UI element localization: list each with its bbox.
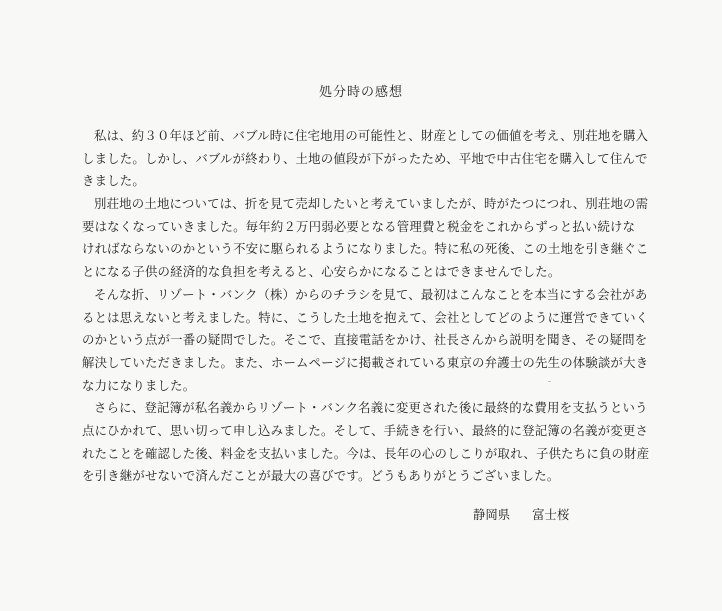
paragraph-3-line-4: 解決していただきました。また、ホームページに掲載されている東京の弁護士の先生の体験談が大き [82,354,649,370]
scan-speck [548,381,551,382]
letter-body [82,125,650,488]
paragraph-1-line-2: しました。しかし、バブルが終わり、土地の値段が下がったため、平地で中古住宅を購入して住んで [82,150,648,166]
paragraph-3-line-3: のかという点が一番の疑問でした。そこで、直接電話をかけ、社長さんから説明を聞き、その疑問を [82,332,648,348]
signature-prefecture: 静岡県 [473,507,511,522]
paragraph-4-line-3: れたことを確認した後、料金を支払いました。今は、長年の心のしこりが取れ、子供たちに負の財産 [82,445,650,461]
paragraph-3-line-5: な力になりました。 [82,377,196,393]
paragraph-3-line-1: そんな折、リゾート・バンク（株）からのチラシを見て、最初はこんなことを本当にする会社があ [94,286,648,302]
paragraph-1-line-1: 私は、約３０年ほど前、バブル時に住宅地用の可能性と、財産としての価値を考え、別荘地を購入 [94,128,649,143]
signature-block [473,506,569,524]
paragraph-2-line-1: 別荘地の土地については、折を見て売却したいと考えていましたが、時がたつにつれ、別荘地の需 [94,196,649,212]
page-title: 処分時の感想 [318,85,403,100]
paragraph-2-line-4: とになる子供の経済的な負担を考えると、心安らかになることはできませんでした。 [82,264,561,280]
paragraph-2-line-2: 要はなくなっていきました。毎年約２万円弱必要となる管理費と税金をこれからずっと払い続けな [82,218,636,234]
paragraph-2-line-3: ければならないのかという不安に駆られるようになりました。特に私の死後、この土地を引き継ぐこ [82,241,649,257]
paragraph-4-line-4: を引き継がせないで済んだことが最大の喜びです。どうもありがとうございました。 [82,468,560,484]
paragraph-4-line-1: さらに、登記簿が私名義からリゾート・バンク名義に変更された後に最終的な費用を支払うという [94,400,648,416]
paragraph-4-line-2: 点にひかれて、思い切って申し込みました。そして、手続きを行い、最終的に登記簿の名義が変更さ [82,422,649,438]
paragraph-1-line-3: きました。 [82,173,145,189]
paragraph-3-line-2: るとは思えないと考えました。特に、こうした土地を抱えて、会社としてどのように運営できていく [82,309,649,325]
signature-name: 富士桜 [532,507,570,522]
